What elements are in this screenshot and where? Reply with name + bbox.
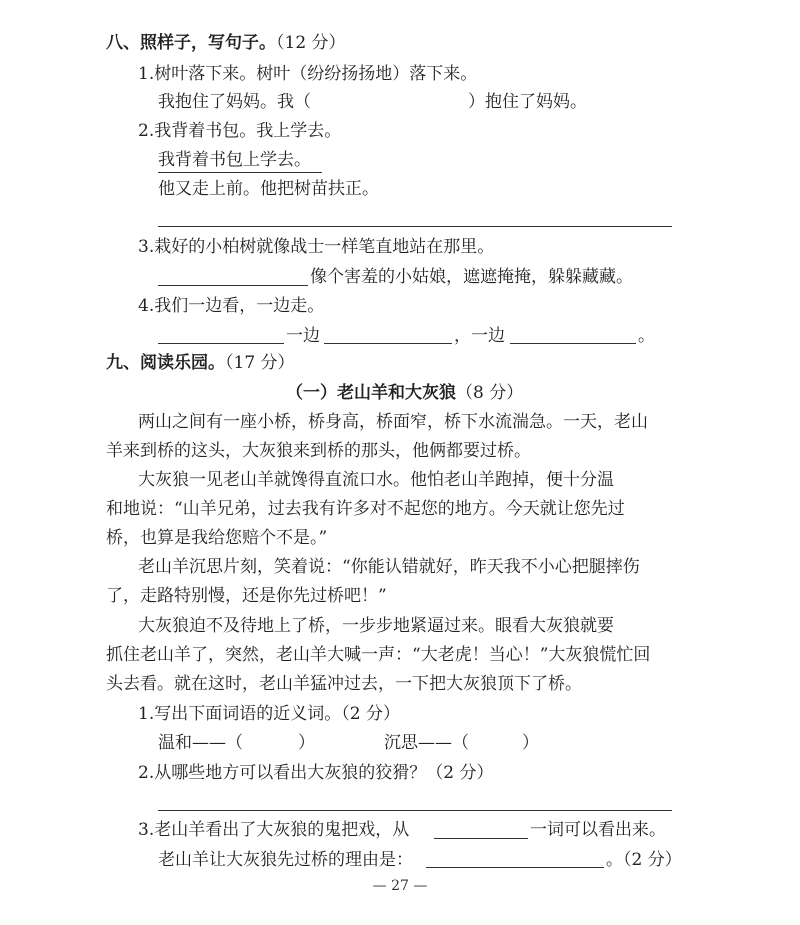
- passage-line: 桥，也算是我给您赔个不是。”: [106, 528, 328, 548]
- q4-mid1: 一边: [286, 326, 320, 346]
- section9-heading-row: [106, 351, 295, 375]
- passage-line: 两山之间有一座小桥，桥身高，桥面窄，桥下水流湍急。一天，老山: [138, 412, 648, 432]
- passage-line: 大灰狼一见老山羊就馋得直流口水。他怕老山羊跑掉，便十分温: [138, 470, 614, 490]
- passage-line: 羊来到桥的这头，大灰狼来到桥的那头，他俩都要过桥。: [106, 441, 531, 461]
- q4-mid2: ，一边: [454, 326, 505, 346]
- reading-q3b-blank: [426, 867, 604, 868]
- reading-q3-after: 一词可以看出来。: [530, 820, 666, 840]
- reading-q3-blank: [434, 838, 528, 839]
- q2-example-2: 我背着书包上学去。: [158, 150, 311, 170]
- reading-q1: 1.写出下面词语的近义词。（2 分）: [138, 704, 400, 724]
- q4-line1: 4.我们一边看，一边走。: [138, 296, 325, 316]
- q4-blank-2: [324, 343, 452, 344]
- reading-q1-close2: ）: [522, 733, 539, 753]
- section8-score: （12 分）: [276, 33, 346, 53]
- section8-heading: 八、照样子，写句子。: [106, 33, 276, 53]
- q1-example: 1.树叶落下来。树叶（纷纷扬扬地）落下来。: [138, 64, 478, 84]
- reading-q2: 2.从哪些地方可以看出大灰狼的狡猾？（2 分）: [138, 763, 494, 783]
- q2-answer-line: [158, 226, 672, 227]
- reading-q2-answer-line: [158, 810, 672, 811]
- q2-example-1: 2.我背着书包。我上学去。: [138, 121, 342, 141]
- reading-q1-close1: ）: [298, 733, 315, 753]
- page-number: — 27 —: [372, 878, 428, 894]
- q1-task-before: 我抱住了妈妈。我（: [158, 92, 311, 112]
- passage-title-row: [286, 381, 523, 405]
- passage-title: （一）老山羊和大灰狼: [286, 383, 456, 403]
- reading-q3b-before: 老山羊让大灰狼先过桥的理由是：: [158, 850, 413, 870]
- passage-line: 抓住老山羊了，突然，老山羊大喊一声：“大老虎！当心！”大灰狼慌忙回: [106, 645, 651, 665]
- section8-heading-row: [106, 31, 346, 55]
- q3-answer-blank: [158, 285, 308, 286]
- q4-blank-1: [158, 343, 284, 344]
- reading-q3-before: 3.老山羊看出了大灰狼的鬼把戏，从: [138, 820, 410, 840]
- q2-example-underline: [158, 172, 322, 173]
- q4-end: 。: [638, 326, 655, 346]
- q2-task: 他又走上前。他把树苗扶正。: [158, 179, 379, 199]
- q3-line2: 像个害羞的小姑娘，遮遮掩掩，躲躲藏藏。: [310, 267, 633, 287]
- reading-q1-word2: 沉思——（: [384, 733, 469, 753]
- section9-heading: 九、阅读乐园。: [106, 353, 225, 373]
- passage-line: 头去看。就在这时，老山羊猛冲过去，一下把大灰狼顶下了桥。: [106, 674, 582, 694]
- reading-q3b-after: 。（2 分）: [606, 850, 682, 870]
- q1-task-after: ）抱住了妈妈。: [468, 92, 587, 112]
- passage-line: 和地说：“山羊兄弟，过去我有许多对不起您的地方。今天就让您先过: [106, 499, 625, 519]
- q3-line1: 3.栽好的小柏树就像战士一样笔直地站在那里。: [138, 237, 495, 257]
- reading-q1-word1: 温和——（: [158, 733, 243, 753]
- passage-line: 大灰狼迫不及待地上了桥，一步步地紧逼过来。眼看大灰狼就要: [138, 616, 614, 636]
- q4-blank-3: [510, 343, 636, 344]
- passage-title-score: （8 分）: [456, 383, 524, 403]
- passage-line: 了，走路特别慢，还是你先过桥吧！”: [106, 586, 387, 606]
- passage-line: 老山羊沉思片刻，笑着说：“你能认错就好，昨天我不小心把腿摔伤: [138, 557, 640, 577]
- section9-score: （17 分）: [225, 353, 295, 373]
